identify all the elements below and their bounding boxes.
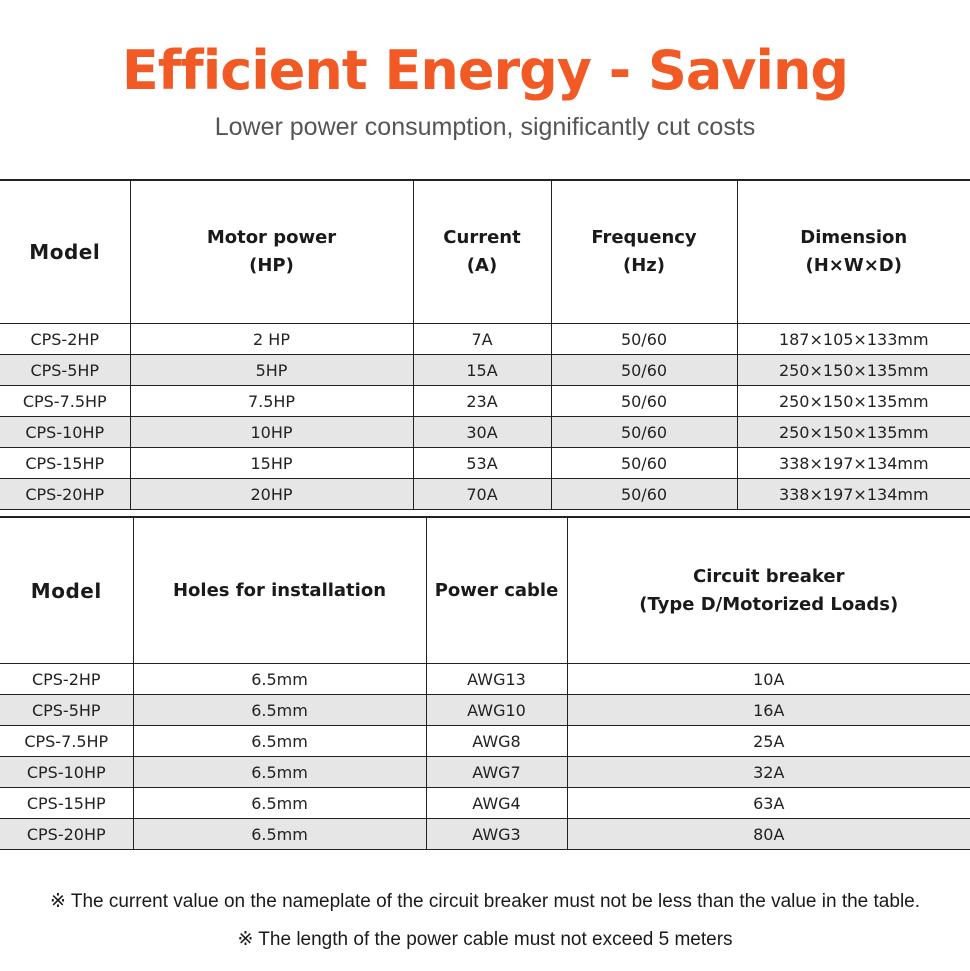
cell-model: CPS-7.5HP <box>0 726 133 757</box>
cell-power-cable: AWG7 <box>426 757 567 788</box>
page-title: Efficient Energy - Saving <box>121 39 849 102</box>
column-header-motor-power: Motor power (HP) <box>130 180 413 324</box>
table-row <box>0 324 970 355</box>
cell-holes: 6.5mm <box>133 726 426 757</box>
cell-model: CPS-7.5HP <box>0 386 130 417</box>
cell-circuit-breaker: 10A <box>567 664 970 695</box>
cell-model: CPS-2HP <box>0 664 133 695</box>
cell-frequency: 50/60 <box>551 355 737 386</box>
cell-holes: 6.5mm <box>133 695 426 726</box>
cell-dimension: 338×197×134mm <box>737 448 970 479</box>
footnote-cable-length: ※ The length of the power cable must not exceed 5 meters <box>237 929 733 950</box>
cell-holes: 6.5mm <box>133 819 426 850</box>
cell-holes: 6.5mm <box>133 788 426 819</box>
table-row <box>0 726 970 757</box>
cell-circuit-breaker: 16A <box>567 695 970 726</box>
cell-motor-power: 2 HP <box>130 324 413 355</box>
cell-model: CPS-5HP <box>0 695 133 726</box>
column-header-holes: Holes for installation <box>133 517 426 664</box>
cell-frequency: 50/60 <box>551 479 737 510</box>
table-row <box>0 479 970 510</box>
page-subtitle: Lower power consumption, significantly cut costs <box>214 113 756 141</box>
table-row <box>0 448 970 479</box>
column-header-model: Model <box>0 517 133 664</box>
cell-motor-power: 15HP <box>130 448 413 479</box>
cell-power-cable: AWG3 <box>426 819 567 850</box>
column-header-circuit-breaker: Circuit breaker (Type D/Motorized Loads) <box>567 517 970 664</box>
cell-model: CPS-15HP <box>0 788 133 819</box>
cell-current: 70A <box>413 479 551 510</box>
installation-spec-table <box>0 516 970 850</box>
cell-frequency: 50/60 <box>551 417 737 448</box>
cell-dimension: 250×150×135mm <box>737 386 970 417</box>
table-row <box>0 757 970 788</box>
cell-dimension: 250×150×135mm <box>737 355 970 386</box>
cell-motor-power: 7.5HP <box>130 386 413 417</box>
cell-model: CPS-5HP <box>0 355 130 386</box>
footnote-breaker-rating: ※ The current value on the nameplate of the circuit breaker must not be less than the value in the table. <box>49 891 921 912</box>
cell-frequency: 50/60 <box>551 386 737 417</box>
cell-current: 15A <box>413 355 551 386</box>
cell-circuit-breaker: 80A <box>567 819 970 850</box>
cell-model: CPS-10HP <box>0 417 130 448</box>
column-header-dimension: Dimension (H×W×D) <box>737 180 970 324</box>
table-header-row <box>0 180 970 324</box>
cell-power-cable: AWG13 <box>426 664 567 695</box>
table-row <box>0 695 970 726</box>
cell-holes: 6.5mm <box>133 757 426 788</box>
column-header-frequency: Frequency (Hz) <box>551 180 737 324</box>
cell-motor-power: 10HP <box>130 417 413 448</box>
motor-spec-table <box>0 179 970 510</box>
column-header-model: Model <box>0 180 130 324</box>
cell-model: CPS-2HP <box>0 324 130 355</box>
cell-circuit-breaker: 63A <box>567 788 970 819</box>
cell-current: 30A <box>413 417 551 448</box>
table-row <box>0 788 970 819</box>
cell-power-cable: AWG8 <box>426 726 567 757</box>
table-header-row <box>0 517 970 664</box>
cell-dimension: 338×197×134mm <box>737 479 970 510</box>
cell-power-cable: AWG10 <box>426 695 567 726</box>
cell-model: CPS-20HP <box>0 819 133 850</box>
table-row <box>0 819 970 850</box>
table-row <box>0 417 970 448</box>
cell-current: 53A <box>413 448 551 479</box>
table-row <box>0 355 970 386</box>
cell-circuit-breaker: 32A <box>567 757 970 788</box>
cell-holes: 6.5mm <box>133 664 426 695</box>
cell-model: CPS-20HP <box>0 479 130 510</box>
cell-dimension: 250×150×135mm <box>737 417 970 448</box>
cell-model: CPS-10HP <box>0 757 133 788</box>
cell-motor-power: 5HP <box>130 355 413 386</box>
cell-power-cable: AWG4 <box>426 788 567 819</box>
cell-current: 23A <box>413 386 551 417</box>
cell-motor-power: 20HP <box>130 479 413 510</box>
column-header-power-cable: Power cable <box>426 517 567 664</box>
cell-circuit-breaker: 25A <box>567 726 970 757</box>
table-row <box>0 386 970 417</box>
cell-current: 7A <box>413 324 551 355</box>
cell-frequency: 50/60 <box>551 448 737 479</box>
column-header-current: Current (A) <box>413 180 551 324</box>
table-row <box>0 664 970 695</box>
cell-model: CPS-15HP <box>0 448 130 479</box>
cell-frequency: 50/60 <box>551 324 737 355</box>
cell-dimension: 187×105×133mm <box>737 324 970 355</box>
